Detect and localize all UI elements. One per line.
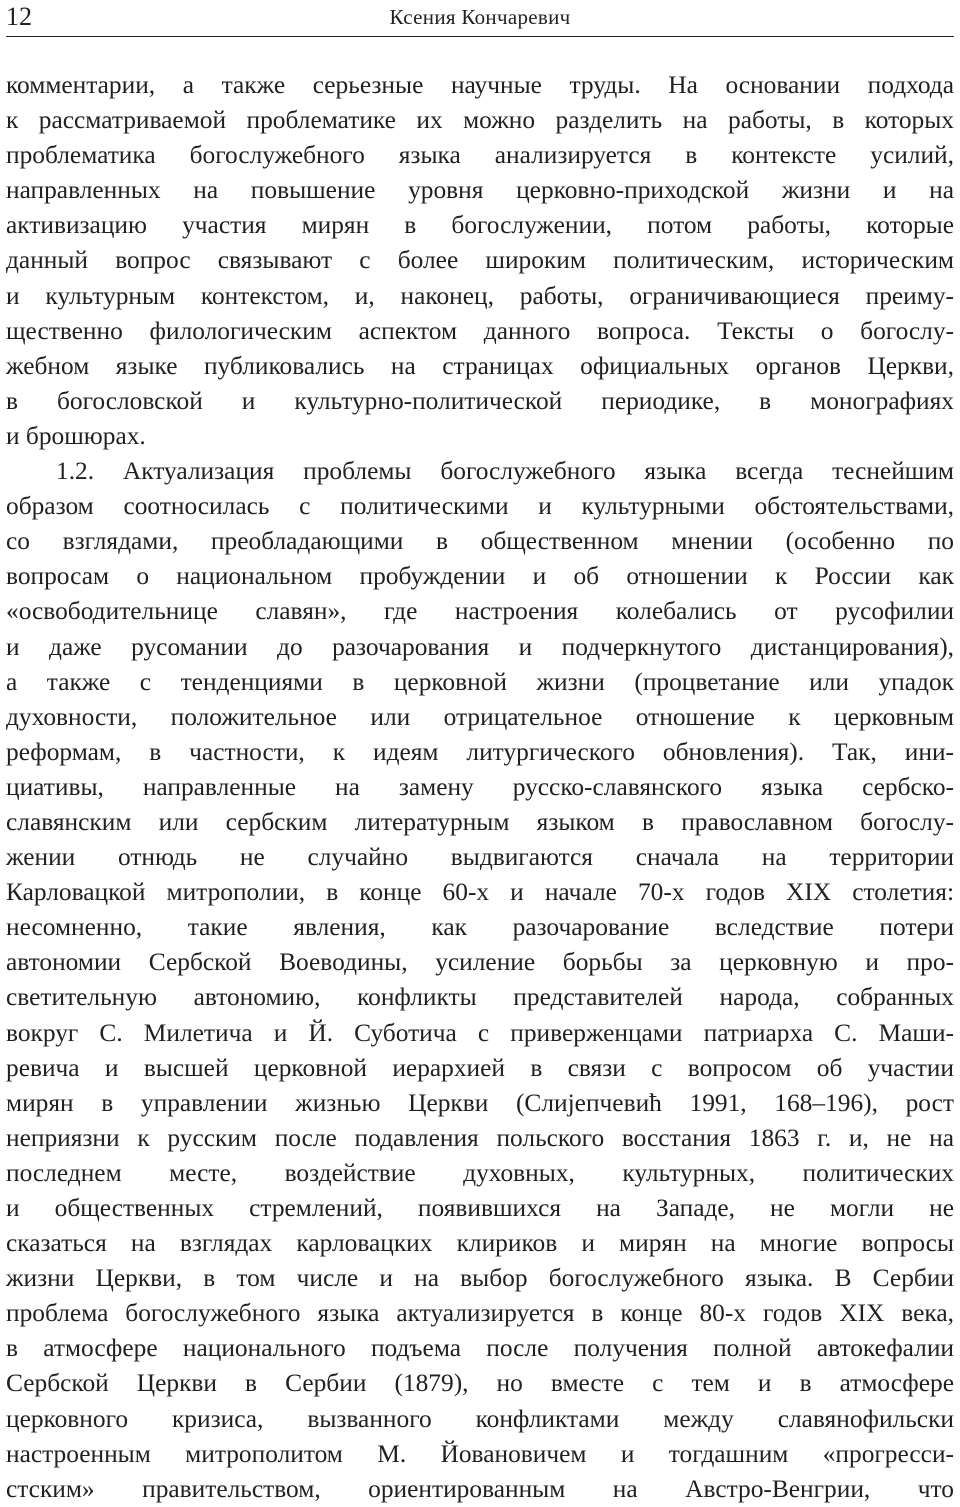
text-line: направленных на повышение уровня церковно-приходской жизни и на xyxy=(6,176,954,205)
body-text xyxy=(6,68,954,1507)
text-line: автономии Сербской Воеводины, усиление борьбы за церковную и про- xyxy=(6,948,954,977)
text-line: настроенным митрополитом М. Йовановичем и тогдашним «прогресси- xyxy=(6,1439,954,1468)
text-line: а также с тенденциями в церковной жизни (процветание или упадок xyxy=(6,667,954,696)
text-line: стским» правительством, ориентированным на Австро-Венгрии, что xyxy=(6,1474,954,1503)
text-line: вокруг С. Милетича и Й. Суботича с приверженцами патриарха С. Маши- xyxy=(6,1018,954,1047)
text-line: данный вопрос связывают с более широким политическим, историческим xyxy=(6,246,954,275)
text-line: в богословской и культурно-политической периодике, в монографиях xyxy=(6,386,954,415)
text-line: жизни Церкви, в том числе и на выбор богослужебного языка. В Сербии xyxy=(6,1264,954,1293)
text-line: Карловацкой митрополии, в конце 60-х и начале 70-х годов XIX столетия: xyxy=(6,878,954,907)
page-number: 12 xyxy=(6,2,32,31)
text-line: проблематика богослужебного языка анализируется в контексте усилий, xyxy=(6,141,954,170)
text-line: неприязни к русским после подавления польского восстания 1863 г. и, не на xyxy=(6,1123,954,1152)
text-line: реформам, в частности, к идеям литургического обновления). Так, ини- xyxy=(6,737,954,766)
text-line: в атмосфере национального подъема после получения полной автокефалии xyxy=(6,1334,954,1363)
text-line: несомненно, такие явления, как разочарование вследствие потери xyxy=(6,913,954,942)
text-line: щественно филологическим аспектом данного вопроса. Тексты о богослу- xyxy=(6,316,954,345)
text-line: циативы, направленные на замену русско-славянского языка сербско- xyxy=(6,772,954,801)
text-line: образом соотносилась с политическими и культурными обстоятельствами, xyxy=(6,492,954,521)
text-line: 1.2. Актуализация проблемы богослужебного языка всегда теснейшим xyxy=(56,457,954,486)
text-line: и культурным контекстом, и, наконец, работы, ограничивающиеся преиму- xyxy=(6,281,954,310)
text-line: славянским или сербским литературным языком в православном богослу- xyxy=(6,807,954,836)
text-line: комментарии, а также серьезные научные труды. На основании подхода xyxy=(6,71,954,99)
text-line: сказаться на взглядах карловацких клириков и мирян на многие вопросы xyxy=(6,1229,954,1258)
text-line: и брошюрах. xyxy=(6,421,146,450)
text-line: духовности, положительное или отрицательное отношение к церковным xyxy=(6,702,954,731)
running-head-author: Ксения Кончаревич xyxy=(389,5,571,29)
paragraph xyxy=(6,68,954,454)
text-line: и общественных стремлений, появившихся на Западе, не могли не xyxy=(6,1194,954,1222)
text-line: к рассматриваемой проблематике их можно разделить на работы, в которых xyxy=(6,106,954,135)
text-line: последнем месте, воздействие духовных, культурных, политических xyxy=(6,1158,954,1187)
text-line: ревича и высшей церковной иерархией в связи с вопросом об участии xyxy=(6,1053,954,1082)
text-line: «освободительнице славян», где настроения колебались от русофилии xyxy=(6,597,954,626)
text-line: проблема богослужебного языка актуализируется в конце 80-х годов XIX века, xyxy=(6,1299,954,1328)
text-line: Сербской Церкви в Сербии (1879), но вместе с тем и в атмосфере xyxy=(6,1369,954,1398)
text-line: светительную автономию, конфликты представителей народа, собранных xyxy=(6,983,954,1012)
text-line: активизацию участия мирян в богослужении, потом работы, которые xyxy=(6,211,954,240)
text-line: мирян в управлении жизнью Церкви (Слијепчевић 1991, 168–196), рост xyxy=(6,1088,954,1117)
text-line: и даже русомании до разочарования и подчеркнутого дистанцирования), xyxy=(6,632,954,661)
text-line: жебном языке публиковались на страницах официальных органов Церкви, xyxy=(6,351,954,380)
text-line: церковного кризиса, вызванного конфликтами между славянофильски xyxy=(6,1404,954,1433)
page-header xyxy=(6,0,954,37)
text-line: вопросам о национальном пробуждении и об отношении к России как xyxy=(6,562,954,591)
paragraph xyxy=(6,454,954,1507)
text-line: со взглядами, преобладающими в общественном мнении (особенно по xyxy=(6,527,954,556)
text-line: жении отнюдь не случайно выдвигаются сначала на территории xyxy=(6,843,954,872)
